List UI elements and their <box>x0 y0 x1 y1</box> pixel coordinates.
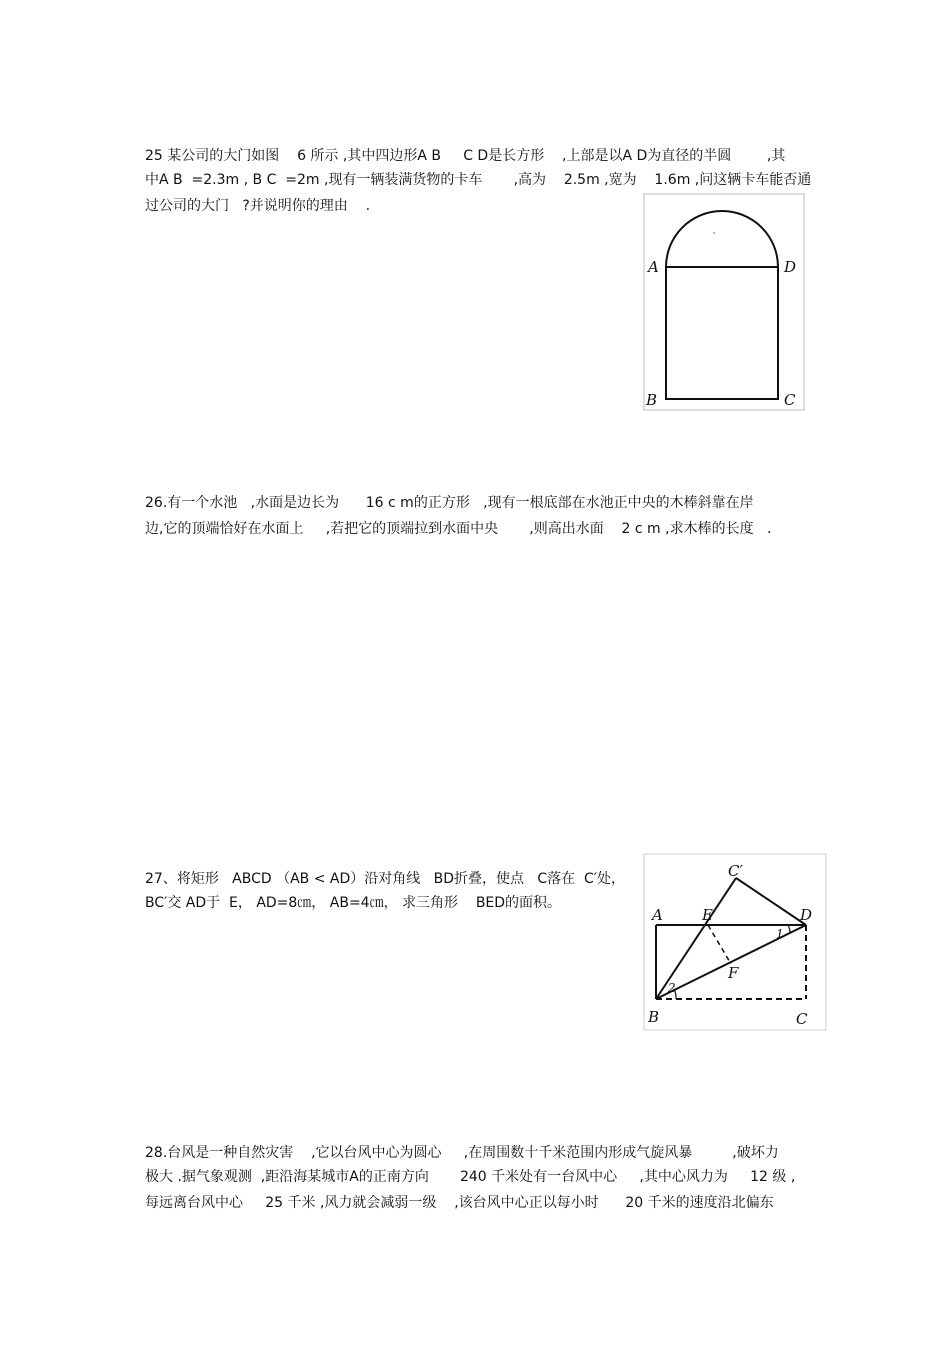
label-c: C <box>796 1010 808 1028</box>
angle-1-label: 1 <box>776 927 784 941</box>
q25-line-2: 中A B =2.3m , B C =2m ,现有一辆装满货物的卡车 ,高为 2.5m ,宽为 1.6m ,问这辆卡车能否通 <box>145 172 812 188</box>
label-d: D <box>800 906 813 924</box>
label-e: E <box>702 906 713 924</box>
q25-line-1: 25 某公司的大门如图 6 所示 ,其中四边形A B C D是长方形 ,上部是以A D为直径的半圆 ,其 <box>145 148 786 164</box>
label-f: F <box>728 964 739 982</box>
segment-c-prime-d <box>736 878 806 925</box>
label-a: A <box>652 906 663 924</box>
q27-line-1: 27、将矩形 ABCD （AB < AD）沿对角线 BD折叠，使点 C落在 C′处， <box>145 871 625 887</box>
q28-line-2: 极大 .据气象观测 ,距沿海某城市A的正南方向 240 千米处有一台风中心 ,其中心风力为 12 级 , <box>145 1169 796 1185</box>
q26-line-2: 边,它的顶端恰好在水面上 ,若把它的顶端拉到水面中央 ,则高出水面 2 c m ,求木棒的长度 . <box>145 521 772 537</box>
label-b: B <box>646 391 658 409</box>
q27-fold-figure <box>640 852 830 1032</box>
q25-line-3: 过公司的大门 ?并说明你的理由 . <box>145 198 371 214</box>
q28-line-3: 每远离台风中心 25 千米 ,风力就会减弱一级 ,该台风中心正以每小时 20 千米的速度沿北偏东 <box>145 1195 774 1211</box>
segment-ef-dashed <box>708 925 731 964</box>
angle-1-arc <box>788 925 790 933</box>
figure-frame <box>644 194 804 410</box>
q27-line-2: BC′交 AD于 E， AD=8㎝， AB=4㎝， 求三角形 BED的面积。 <box>145 895 562 911</box>
label-b: B <box>648 1008 660 1026</box>
rectangle-abcd <box>666 267 778 399</box>
q28-line-1: 28.台风是一种自然灾害 ,它以台风中心为圆心 ,在周围数十千米范围内形成气旋风暴 ,破坏力 <box>145 1145 779 1161</box>
semicircle-arc <box>666 211 778 267</box>
label-d: D <box>784 258 797 276</box>
q26-line-1: 26.有一个水池 ,水面是边长为 16 c m的正方形 ,现有一根底部在水池正中央的木棒斜靠在岸 <box>145 495 754 511</box>
center-dot <box>713 232 715 234</box>
label-c-prime: C′ <box>728 862 743 880</box>
label-c: C <box>784 391 796 409</box>
q25-gate-figure <box>640 190 810 415</box>
angle-2-label: 2 <box>668 981 676 995</box>
label-a: A <box>648 258 659 276</box>
